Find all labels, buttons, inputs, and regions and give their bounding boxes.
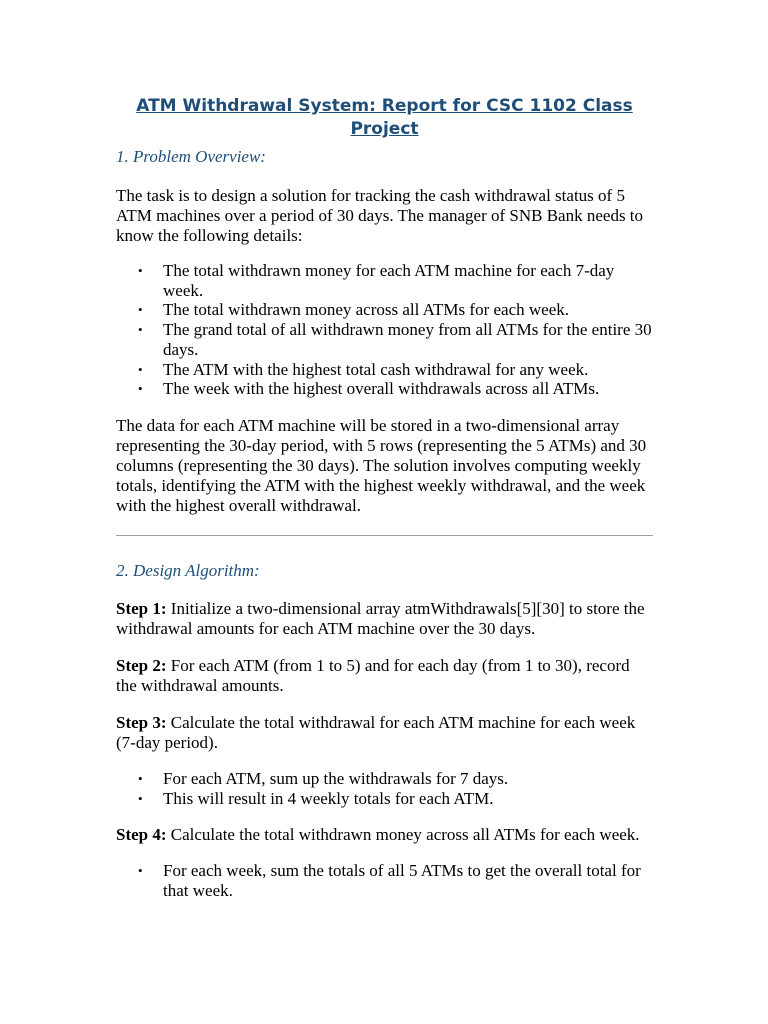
data-storage-paragraph: The data for each ATM machine will be stored in a two-dimensional array representing the 30-day period, with 5 rows (representing the 5 ATMs) and 30 columns (representing the 30 days). The solution involves computing weekly totals, identifying the ATM with the highest weekly withdrawal, and the week with the highest overall withdrawal. [116, 415, 647, 515]
bullet-icon: • [138, 302, 143, 318]
section-heading-design-algorithm: 2. Design Algorithm: [116, 560, 260, 580]
step-2-label: Step 2: [116, 655, 167, 675]
document-page [116, 95, 653, 901]
problem-intro-paragraph: The task is to design a solution for tracking the cash withdrawal status of 5 ATM machines over a period of 30 days. The manager of SNB Bank needs to know the following details: [116, 186, 644, 245]
list-item: • The total withdrawn money across all ATMs for each week. [138, 300, 569, 320]
bullet-icon: • [138, 322, 143, 338]
bullet-icon: • [138, 770, 143, 786]
list-item: • The ATM with the highest total cash withdrawal for any week. [138, 359, 589, 379]
list-item: • For each week, sum the totals of all 5 ATMs to get the overall total for that week. [138, 861, 641, 901]
bullet-icon: • [138, 381, 143, 397]
bullet-icon: • [138, 361, 143, 377]
bullet-icon: • [138, 863, 143, 879]
step-4-list [116, 861, 653, 900]
step-2-paragraph: Step 2: For each ATM (from 1 to 5) and for each day (from 1 to 30), record the withdrawal amounts. [116, 655, 630, 695]
step-3-paragraph: Step 3: Calculate the total withdrawal for each ATM machine for each week (7-day period). [116, 712, 636, 752]
section-heading-problem-overview: 1. Problem Overview: [116, 147, 266, 166]
step-4-label: Step 4: [116, 825, 167, 845]
list-item: • The total withdrawn money for each ATM machine for each 7-day week. [138, 261, 615, 300]
step-1-paragraph: Step 1: Initialize a two-dimensional array atmWithdrawals[5][30] to store the withdrawal amounts for each ATM machine over the 30 days. [116, 598, 645, 638]
requirements-list [116, 261, 653, 399]
list-item: • For each ATM, sum up the withdrawals for 7 days. [138, 768, 509, 788]
list-item: • The week with the highest overall withdrawals across all ATMs. [138, 379, 600, 399]
list-item: • The grand total of all withdrawn money from all ATMs for the entire 30 days. [138, 320, 652, 359]
bullet-icon: • [138, 790, 143, 806]
step-3-label: Step 3: [116, 712, 167, 732]
step-1-label: Step 1: [116, 598, 167, 618]
list-item: • This will result in 4 weekly totals for each ATM. [138, 788, 494, 808]
step-4-paragraph: Step 4: Calculate the total withdrawn money across all ATMs for each week. [116, 825, 640, 845]
document-title: ATM Withdrawal System: Report for CSC 1102 Class Project [136, 96, 633, 139]
bullet-icon: • [138, 263, 143, 278]
step-3-list [116, 769, 653, 808]
